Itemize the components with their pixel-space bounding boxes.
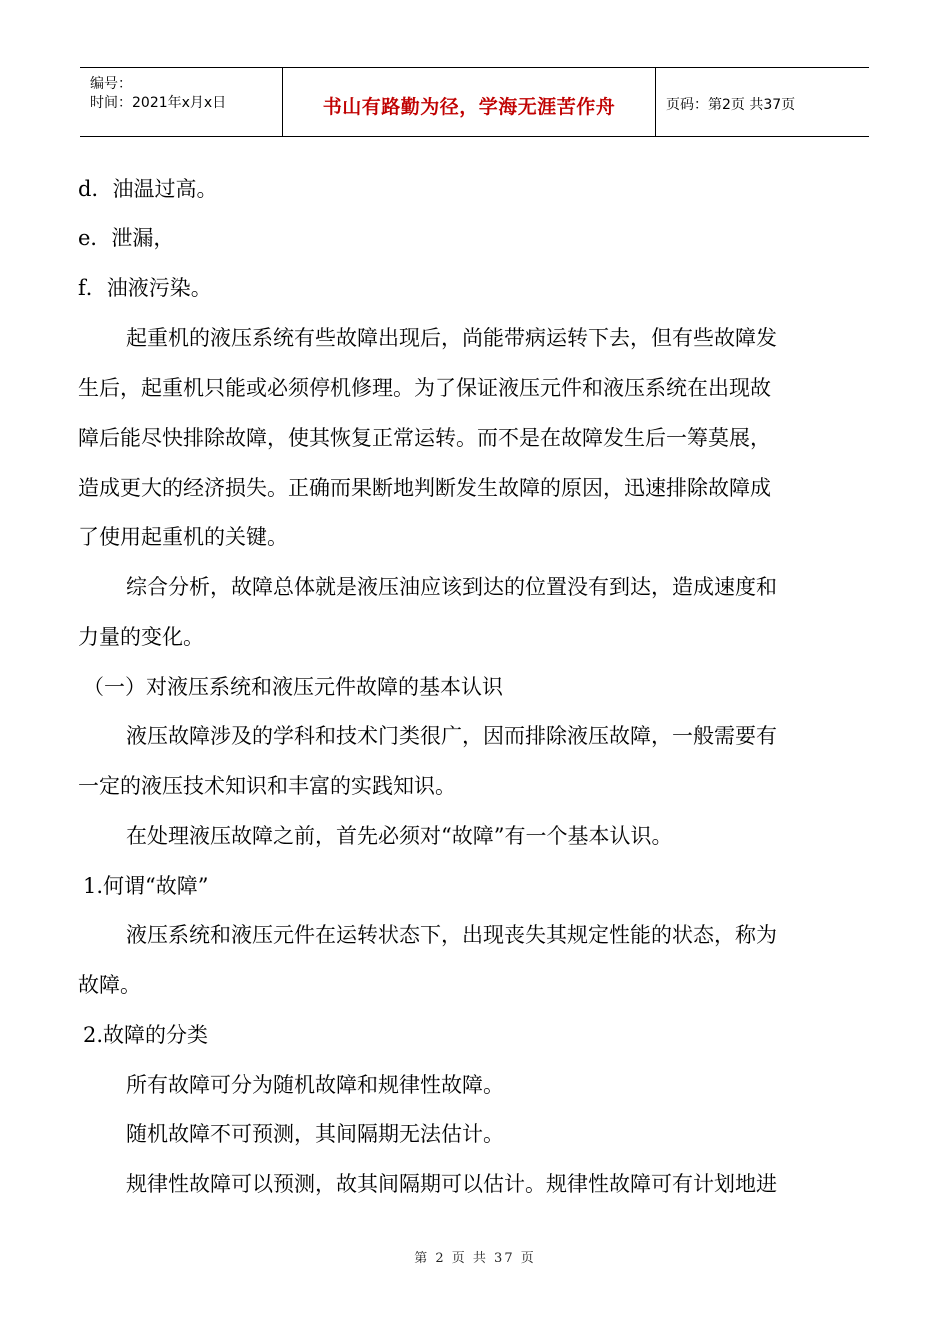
paragraph-line: 规律性故障可以预测，故其间隔期可以估计。规律性故障可有计划地进 (126, 1172, 777, 1196)
paragraph-line: 一定的液压技术知识和丰富的实践知识。 (78, 774, 456, 798)
header-motto: 书山有路勤为径，学海无涯苦作舟 (322, 96, 616, 118)
paragraph-line: 生后，起重机只能或必须停机修理。为了保证液压元件和液压系统在出现故 (78, 376, 771, 400)
paragraph-line: 所有故障可分为随机故障和规律性故障。 (126, 1073, 504, 1097)
paragraph-line: 力量的变化。 (78, 625, 204, 649)
subsection-heading: 1.何谓“故障” (83, 874, 209, 898)
page-footer: 第 2 页 共 37 页 (414, 1251, 536, 1266)
list-item-e: e．泄漏， (78, 226, 175, 250)
section-heading: （一）对液压系统和液压元件故障的基本认识 (83, 675, 503, 699)
page-header (80, 67, 869, 137)
paragraph-line: 综合分析，故障总体就是液压油应该到达的位置没有到达，造成速度和 (126, 575, 777, 599)
paragraph-line: 造成更大的经济损失。正确而果断地判断发生故障的原因，迅速排除故障成 (78, 476, 771, 500)
document-time-label: 时间：2021年x月x日 (90, 95, 227, 111)
list-item-f: f．油液污染。 (78, 276, 212, 300)
paragraph-line: 故障。 (78, 973, 141, 997)
header-info-cell (80, 68, 283, 136)
subsection-heading: 2.故障的分类 (83, 1023, 209, 1047)
list-item-d: d．油温过高。 (78, 177, 218, 201)
paragraph-line: 液压系统和液压元件在运转状态下，出现丧失其规定性能的状态，称为 (126, 923, 777, 947)
paragraph-line: 随机故障不可预测，其间隔期无法估计。 (126, 1122, 504, 1146)
paragraph-line: 在处理液压故障之前，首先必须对“故障”有一个基本认识。 (126, 824, 673, 848)
paragraph-line: 液压故障涉及的学科和技术门类很广，因而排除液压故障，一般需要有 (126, 724, 777, 748)
paragraph-line: 了使用起重机的关键。 (78, 525, 288, 549)
paragraph-line: 障后能尽快排除故障，使其恢复正常运转。而不是在故障发生后一筹莫展， (78, 426, 771, 450)
header-motto-cell (283, 68, 656, 136)
header-page-cell (656, 68, 869, 136)
document-number-label: 编号： (90, 76, 132, 92)
paragraph-line: 起重机的液压系统有些故障出现后，尚能带病运转下去，但有些故障发 (126, 326, 777, 350)
header-page-number: 页码：第2页 共37页 (666, 97, 796, 113)
